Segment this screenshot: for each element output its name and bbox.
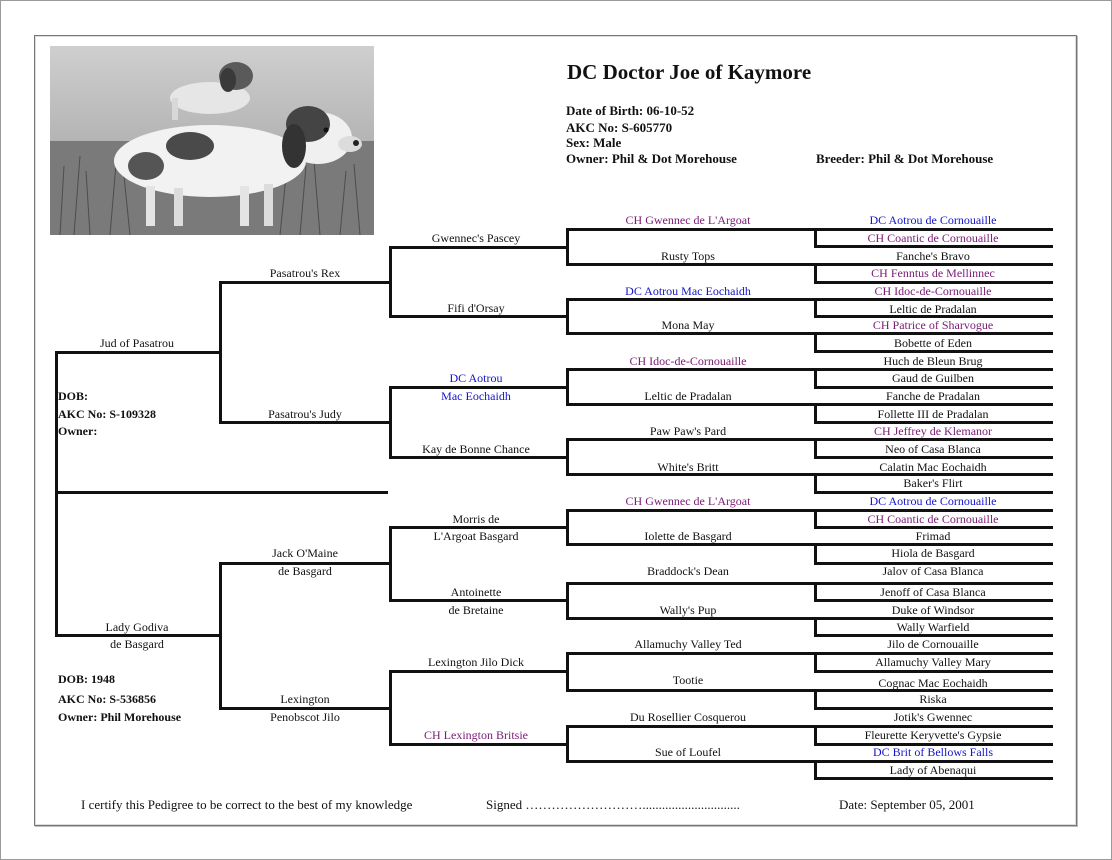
gen5-line bbox=[814, 777, 1053, 780]
gen3-name: Morris de bbox=[452, 512, 500, 526]
gen5-bracket bbox=[814, 689, 817, 709]
gen4-bracket bbox=[566, 368, 569, 405]
gen5-name: Jalov of Casa Blanca bbox=[882, 564, 984, 578]
gen5-name: Fanche de Pradalan bbox=[886, 389, 980, 403]
gen5-name: Jilo de Cornouaille bbox=[887, 637, 979, 651]
gen2-name: Pasatrou's Rex bbox=[269, 266, 341, 280]
gen4-line bbox=[566, 617, 814, 620]
gen3-name: Mac Eochaidh bbox=[441, 389, 511, 403]
gen4-name: CH Gwennec de L'Argoat bbox=[625, 213, 751, 227]
gen5-line bbox=[814, 670, 1053, 673]
gen5-name: Hiola de Basgard bbox=[891, 546, 975, 560]
subject-owner: Owner: Phil & Dot Morehouse bbox=[566, 151, 737, 166]
gen4-name: Paw Paw's Pard bbox=[649, 424, 727, 438]
gen5-bracket bbox=[814, 368, 817, 388]
gen4-name: Tootie bbox=[672, 673, 704, 687]
certify-date: Date: September 05, 2001 bbox=[839, 797, 975, 812]
gen2-name: de Basgard bbox=[278, 564, 332, 578]
gen4-name: CH Idoc-de-Cornouaille bbox=[629, 354, 747, 368]
gen5-line bbox=[814, 438, 1053, 441]
gen5-bracket bbox=[814, 263, 817, 283]
gen4-line bbox=[566, 438, 814, 441]
gen3-name: DC Aotrou bbox=[449, 371, 503, 385]
gen4-line bbox=[566, 582, 814, 585]
gen4-name: Iolette de Basgard bbox=[644, 529, 732, 543]
gen5-name: CH Jeffrey de Klemanor bbox=[873, 424, 993, 438]
gen4-bracket bbox=[566, 725, 569, 762]
gen5-line bbox=[814, 350, 1053, 353]
gen5-bracket bbox=[814, 438, 817, 458]
dam-owner: Owner: Phil Morehouse bbox=[58, 710, 182, 724]
gen3-name: Antoinette bbox=[450, 585, 502, 599]
gen3-name: Fifi d'Orsay bbox=[447, 301, 505, 315]
gen4-name: DC Aotrou Mac Eochaidh bbox=[625, 284, 751, 298]
gen3-line bbox=[389, 599, 566, 602]
gen5-name: Lady of Abenaqui bbox=[889, 763, 977, 777]
gen5-name: Bobette of Eden bbox=[894, 336, 972, 350]
gen5-name: Duke of Windsor bbox=[891, 603, 975, 617]
gen3-bracket bbox=[389, 670, 392, 745]
gen5-name: Riska bbox=[919, 692, 947, 706]
gen5-name: Baker's Flirt bbox=[903, 476, 963, 490]
gen4-name: Braddock's Dean bbox=[647, 564, 729, 578]
gen5-name: Fleurette Keryvette's Gypsie bbox=[864, 728, 1002, 742]
gen2-name: Pasatrou's Judy bbox=[268, 407, 342, 421]
gen5-line bbox=[814, 298, 1053, 301]
gen4-line bbox=[566, 403, 814, 406]
gen5-bracket bbox=[814, 332, 817, 352]
gen3-name: L'Argoat Basgard bbox=[433, 529, 519, 543]
gen5-bracket bbox=[814, 652, 817, 672]
gen4-line bbox=[566, 509, 814, 512]
gen4-line bbox=[566, 368, 814, 371]
dog-name-title: DC Doctor Joe of Kaymore bbox=[567, 60, 812, 84]
gen5-bracket bbox=[814, 725, 817, 745]
gen2-name: Jack O'Maine bbox=[272, 546, 338, 560]
gen5-bracket bbox=[814, 509, 817, 528]
gen4-name: Sue of Loufel bbox=[655, 745, 721, 759]
gen2-line bbox=[219, 421, 389, 424]
sire-name: Jud of Pasatrou bbox=[100, 336, 174, 350]
dam-dob: DOB: 1948 bbox=[58, 672, 115, 686]
gen5-name: Allamuchy Valley Mary bbox=[875, 655, 991, 669]
gen5-name: CH Idoc-de-Cornouaille bbox=[874, 284, 992, 298]
gen2-name: Penobscot Jilo bbox=[270, 710, 340, 724]
gen3-name: Gwennec's Pascey bbox=[431, 231, 521, 245]
gen4-bracket bbox=[566, 652, 569, 691]
gen3-line bbox=[389, 315, 566, 318]
gen3-name: Kay de Bonne Chance bbox=[422, 442, 530, 456]
gen5-bracket bbox=[814, 473, 817, 493]
gen5-name: CH Patrice of Sharvogue bbox=[872, 318, 994, 332]
gen4-bracket bbox=[566, 509, 569, 545]
gen5-name: Cognac Mac Eochaidh bbox=[878, 676, 988, 690]
gen4-bracket bbox=[566, 582, 569, 619]
sire-dob: DOB: bbox=[58, 389, 88, 403]
gen3-name: Lexington Jilo Dick bbox=[428, 655, 524, 669]
gen5-name: Fanche's Bravo bbox=[896, 249, 970, 263]
gen4-bracket bbox=[566, 438, 569, 475]
gen4-line bbox=[566, 689, 814, 692]
gen4-line bbox=[566, 760, 814, 763]
gen5-name: CH Coantic de Cornouaille bbox=[867, 512, 999, 526]
gen4-name: CH Gwennec de L'Argoat bbox=[625, 494, 751, 508]
gen5-bracket bbox=[814, 617, 817, 636]
sire-akc: AKC No: S-109328 bbox=[58, 407, 156, 421]
gen1-bracket bbox=[55, 351, 58, 636]
dog-photo bbox=[50, 46, 374, 235]
gen5-name: Jenoff of Casa Blanca bbox=[880, 585, 986, 599]
dam-name-line2: de Basgard bbox=[110, 637, 164, 651]
gen4-name: Wally's Pup bbox=[659, 603, 717, 617]
gen2-name: Lexington bbox=[280, 692, 330, 706]
gen4-name: Leltic de Pradalan bbox=[644, 389, 732, 403]
gen4-bracket bbox=[566, 298, 569, 334]
gen4-line bbox=[566, 298, 814, 301]
gen5-name: Leltic de Pradalan bbox=[889, 302, 977, 316]
gen4-line bbox=[566, 652, 814, 655]
gen4-line bbox=[566, 725, 814, 728]
gen5-name: Huch de Bleun Brug bbox=[883, 354, 983, 368]
subject-sex: Sex: Male bbox=[566, 135, 622, 150]
gen3-line bbox=[389, 456, 566, 459]
gen5-name: Wally Warfield bbox=[896, 620, 970, 634]
gen5-line bbox=[814, 403, 1053, 406]
sire-line bbox=[55, 351, 220, 354]
gen5-name: Gaud de Guilben bbox=[892, 371, 974, 385]
gen3-bracket bbox=[389, 246, 392, 317]
dam-akc: AKC No: S-536856 bbox=[58, 692, 156, 706]
gen3-name: CH Lexington Britsie bbox=[424, 728, 528, 742]
gen3-line bbox=[389, 670, 566, 673]
gen4-name: Allamuchy Valley Ted bbox=[634, 637, 742, 651]
subject-akc: AKC No: S-605770 bbox=[566, 120, 673, 135]
gen4-name: Du Rosellier Cosquerou bbox=[630, 710, 746, 724]
gen5-name: DC Aotrou de Cornouaille bbox=[869, 494, 997, 508]
gen2-line bbox=[219, 281, 389, 284]
gen5-name: DC Brit of Bellows Falls bbox=[872, 745, 994, 759]
subject-breeder: Breeder: Phil & Dot Morehouse bbox=[816, 151, 994, 166]
sire-owner: Owner: bbox=[58, 424, 98, 438]
gen3-bracket bbox=[389, 526, 392, 601]
gen5-line bbox=[814, 245, 1053, 248]
gen3-bracket bbox=[389, 386, 392, 458]
gen5-bracket bbox=[814, 228, 817, 247]
gen4-line bbox=[566, 228, 814, 231]
gen4-line bbox=[566, 332, 814, 335]
dam-name-line1: Lady Godiva bbox=[105, 620, 169, 634]
subject-dob: Date of Birth: 06-10-52 bbox=[566, 103, 695, 118]
gen5-name: CH Fenntus de Mellinnec bbox=[871, 266, 995, 280]
root-line bbox=[55, 491, 388, 494]
gen3-line bbox=[389, 743, 566, 746]
gen5-bracket bbox=[814, 403, 817, 423]
gen4-name: Rusty Tops bbox=[661, 249, 715, 263]
gen4-line bbox=[566, 263, 814, 266]
gen3-name: de Bretaine bbox=[448, 603, 504, 617]
gen4-line bbox=[566, 543, 814, 546]
gen5-name: Calatin Mac Eochaidh bbox=[879, 460, 987, 474]
gen5-name: CH Coantic de Cornouaille bbox=[867, 231, 999, 245]
gen3-line bbox=[389, 246, 566, 249]
gen5-line bbox=[814, 332, 1053, 335]
gen5-line bbox=[814, 456, 1053, 459]
gen5-name: Follette III de Pradalan bbox=[877, 407, 989, 421]
gen5-line bbox=[814, 599, 1053, 602]
gen2-bracket bbox=[219, 562, 222, 709]
gen5-bracket bbox=[814, 298, 817, 317]
gen4-name: Mona May bbox=[661, 318, 715, 332]
signature-line: Signed ……………………….............................. bbox=[486, 797, 740, 812]
gen5-name: Jotik's Gwennec bbox=[893, 710, 973, 724]
gen4-name: White's Britt bbox=[657, 460, 719, 474]
certify-statement: I certify this Pedigree to be correct to the best of my knowledge bbox=[81, 797, 413, 812]
gen2-bracket bbox=[219, 281, 222, 423]
gen5-bracket bbox=[814, 543, 817, 564]
gen5-bracket bbox=[814, 582, 817, 601]
gen5-bracket bbox=[814, 760, 817, 779]
gen5-name: DC Aotrou de Cornouaille bbox=[869, 213, 997, 227]
gen5-name: Neo of Casa Blanca bbox=[885, 442, 981, 456]
gen4-bracket bbox=[566, 228, 569, 265]
gen5-name: Frimad bbox=[915, 529, 951, 543]
